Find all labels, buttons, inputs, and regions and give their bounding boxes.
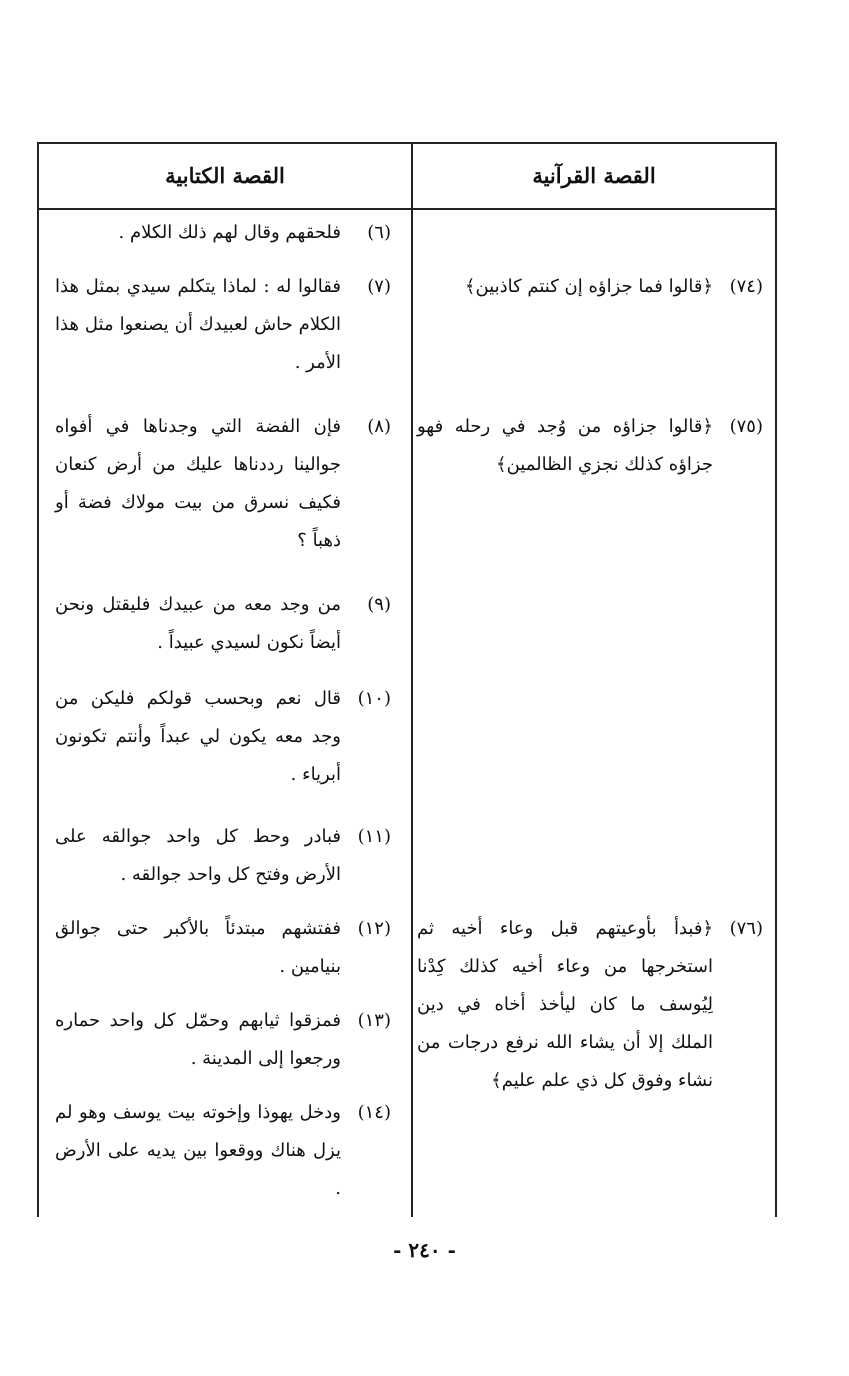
verse-number: (١٢) bbox=[357, 918, 391, 939]
bible-verse-11 bbox=[55, 818, 391, 894]
verse-number: (٧٦) bbox=[729, 918, 763, 939]
verse-text: قال نعم وبحسب قولكم فليكن من وجد معه يكون لي عبداً وأنتم تكونون أبرياء . bbox=[55, 688, 341, 785]
verse-text: ﴿فبدأ بأوعيتهم قبل وعاء أخيه ثم استخرجها من وعاء أخيه كذلك كِدْنا لِيُوسف ما كان ليأخذ أخاه في دين الملك إلا أن يشاء الله نرفع درجات من نشاء وفوق كل ذي علم عليم﴾ bbox=[417, 918, 713, 1091]
quran-verse-76 bbox=[417, 910, 763, 1100]
bible-verse-10 bbox=[55, 680, 391, 794]
header-biblical-story: القصة الكتابية bbox=[165, 163, 285, 188]
bible-verse-14 bbox=[55, 1094, 391, 1208]
verse-number: (١٠) bbox=[357, 688, 391, 709]
verse-text: فإن الفضة التي وجدناها في أفواه جوالينا رددناها عليك من أرض كنعان فكيف نسرق من بيت مولاك فضة أو ذهباً ؟ bbox=[55, 416, 341, 551]
verse-text: فلحقهم وقال لهم ذلك الكلام . bbox=[118, 222, 341, 243]
verse-text: ففتشهم مبتدئاً بالأكبر حتى جوالق بنيامين . bbox=[55, 918, 341, 977]
verse-text: ﴿قالوا فما جزاؤه إن كنتم كاذبين﴾ bbox=[464, 276, 713, 297]
bible-verse-6 bbox=[55, 214, 391, 252]
bible-verse-9 bbox=[55, 586, 391, 662]
verse-number: (٧٤) bbox=[729, 276, 763, 297]
verse-number: (٨) bbox=[367, 416, 391, 437]
verse-text: ودخل يهوذا وإخوته بيت يوسف وهو لم يزل هناك ووقعوا بين يديه على الأرض . bbox=[55, 1102, 341, 1199]
verse-text: فمزقوا ثيابهم وحمّل كل واحد حماره ورجعوا إلى المدينة . bbox=[55, 1010, 341, 1069]
quran-verse-74 bbox=[417, 268, 763, 306]
bible-verse-12 bbox=[55, 910, 391, 986]
verse-number: (٦) bbox=[367, 222, 391, 243]
verse-number: (٧٥) bbox=[729, 416, 763, 437]
table-header bbox=[39, 144, 775, 210]
verse-text: ﴿قالوا جزاؤه من وُجد في رحله فهو جزاؤه كذلك نجزي الظالمين﴾ bbox=[417, 416, 713, 475]
page-number: - ٢٤٠ - bbox=[393, 1238, 456, 1262]
header-quranic-story: القصة القرآنية bbox=[532, 163, 656, 188]
bible-verse-7 bbox=[55, 268, 391, 382]
quran-verse-75 bbox=[417, 408, 763, 484]
bible-verse-8 bbox=[55, 408, 391, 560]
verse-number: (١١) bbox=[357, 826, 391, 847]
verse-number: (٩) bbox=[367, 594, 391, 615]
verse-text: من وجد معه من عبيدك فليقتل ونحن أيضاً نكون لسيدي عبيداً . bbox=[55, 594, 341, 653]
verse-number: (١٤) bbox=[357, 1102, 391, 1123]
column-divider bbox=[411, 144, 413, 1217]
verse-text: فبادر وحط كل واحد جوالقه على الأرض وفتح كل واحد جوالقه . bbox=[55, 826, 341, 885]
bible-verse-13 bbox=[55, 1002, 391, 1078]
comparison-table bbox=[37, 142, 777, 1217]
verse-number: (٧) bbox=[367, 276, 391, 297]
verse-number: (١٣) bbox=[357, 1010, 391, 1031]
verse-text: فقالوا له : لماذا يتكلم سيدي بمثل هذا الكلام حاش لعبيدك أن يصنعوا مثل هذا الأمر . bbox=[55, 276, 341, 373]
